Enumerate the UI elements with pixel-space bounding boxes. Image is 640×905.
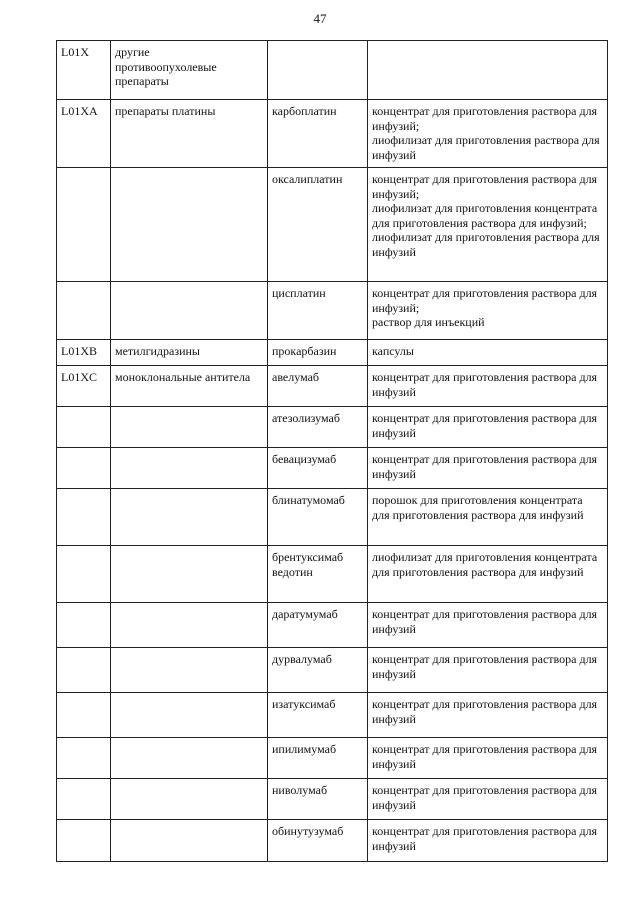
drug-name-cell: блинатумомаб xyxy=(268,489,368,546)
drug-name-cell: авелумаб xyxy=(268,366,368,407)
atc-group-cell xyxy=(111,738,268,779)
table-row xyxy=(57,100,608,168)
dosage-form-cell: порошок для приготовления концентрата для приготовления раствора для инфузий xyxy=(368,489,608,546)
drug-name-cell: ниволумаб xyxy=(268,779,368,820)
atc-code-cell: L01X xyxy=(57,41,111,100)
drug-name-cell xyxy=(268,41,368,100)
dosage-form-cell: концентрат для приготовления раствора для инфузий xyxy=(368,693,608,738)
table-row xyxy=(57,448,608,489)
table-row xyxy=(57,648,608,693)
atc-code-cell: L01XB xyxy=(57,340,111,366)
atc-group-cell: моноклональные антитела xyxy=(111,366,268,407)
table-row xyxy=(57,738,608,779)
atc-code-cell xyxy=(57,282,111,340)
drug-name-cell: атезолизумаб xyxy=(268,407,368,448)
dosage-form-cell: капсулы xyxy=(368,340,608,366)
drug-name-cell: цисплатин xyxy=(268,282,368,340)
dosage-form-cell: концентрат для приготовления раствора для инфузий xyxy=(368,648,608,693)
atc-code-cell: L01XA xyxy=(57,100,111,168)
table-row xyxy=(57,168,608,282)
table-row xyxy=(57,366,608,407)
dosage-form-cell: концентрат для приготовления раствора для инфузий xyxy=(368,820,608,862)
table-body xyxy=(57,41,608,862)
atc-code-cell xyxy=(57,779,111,820)
dosage-form-cell: концентрат для приготовления раствора для инфузий xyxy=(368,366,608,407)
table-row xyxy=(57,41,608,100)
dosage-form-cell: лиофилизат для приготовления концентрата для приготовления раствора для инфузий xyxy=(368,546,608,603)
table-row xyxy=(57,340,608,366)
table-row xyxy=(57,489,608,546)
atc-group-cell xyxy=(111,407,268,448)
drug-name-cell: прокарбазин xyxy=(268,340,368,366)
drug-name-cell: карбоплатин xyxy=(268,100,368,168)
table-row xyxy=(57,779,608,820)
atc-code-cell xyxy=(57,693,111,738)
atc-group-cell: препараты платины xyxy=(111,100,268,168)
drug-table xyxy=(56,40,608,862)
atc-code-cell xyxy=(57,738,111,779)
dosage-form-cell: концентрат для приготовления раствора для инфузий; лиофилизат для приготовления концентрата для приготовления раствора для инфузий; лиофилизат для приготовления раствора для инфузий xyxy=(368,168,608,282)
drug-name-cell: оксалиплатин xyxy=(268,168,368,282)
atc-group-cell xyxy=(111,648,268,693)
atc-group-cell xyxy=(111,603,268,648)
atc-code-cell xyxy=(57,168,111,282)
dosage-form-cell xyxy=(368,41,608,100)
atc-code-cell: L01XC xyxy=(57,366,111,407)
page-number: 47 xyxy=(313,11,327,26)
atc-group-cell xyxy=(111,448,268,489)
drug-name-cell: брентуксимаб ведотин xyxy=(268,546,368,603)
table-row xyxy=(57,603,608,648)
table-row xyxy=(57,820,608,862)
drug-name-cell: ипилимумаб xyxy=(268,738,368,779)
atc-group-cell xyxy=(111,168,268,282)
dosage-form-cell: концентрат для приготовления раствора для инфузий; раствор для инъекций xyxy=(368,282,608,340)
atc-group-cell xyxy=(111,779,268,820)
drug-name-cell: дурвалумаб xyxy=(268,648,368,693)
atc-code-cell xyxy=(57,648,111,693)
dosage-form-cell: концентрат для приготовления раствора для инфузий xyxy=(368,407,608,448)
atc-group-cell xyxy=(111,489,268,546)
drug-name-cell: даратумумаб xyxy=(268,603,368,648)
table-row xyxy=(57,407,608,448)
atc-code-cell xyxy=(57,820,111,862)
atc-group-cell xyxy=(111,693,268,738)
table-row xyxy=(57,693,608,738)
drug-name-cell: бевацизумаб xyxy=(268,448,368,489)
atc-group-cell: метилгидразины xyxy=(111,340,268,366)
atc-code-cell xyxy=(57,546,111,603)
dosage-form-cell: концентрат для приготовления раствора для инфузий xyxy=(368,779,608,820)
atc-group-cell xyxy=(111,546,268,603)
atc-group-cell: другие противоопухолевые препараты xyxy=(111,41,268,100)
table-row xyxy=(57,282,608,340)
dosage-form-cell: концентрат для приготовления раствора для инфузий xyxy=(368,603,608,648)
atc-code-cell xyxy=(57,448,111,489)
dosage-form-cell: концентрат для приготовления раствора для инфузий xyxy=(368,448,608,489)
atc-code-cell xyxy=(57,603,111,648)
dosage-form-cell: концентрат для приготовления раствора для инфузий xyxy=(368,738,608,779)
drug-name-cell: обинутузумаб xyxy=(268,820,368,862)
atc-group-cell xyxy=(111,282,268,340)
atc-group-cell xyxy=(111,820,268,862)
atc-code-cell xyxy=(57,407,111,448)
atc-code-cell xyxy=(57,489,111,546)
dosage-form-cell: концентрат для приготовления раствора для инфузий; лиофилизат для приготовления раствора для инфузий xyxy=(368,100,608,168)
table-row xyxy=(57,546,608,603)
drug-name-cell: изатуксимаб xyxy=(268,693,368,738)
